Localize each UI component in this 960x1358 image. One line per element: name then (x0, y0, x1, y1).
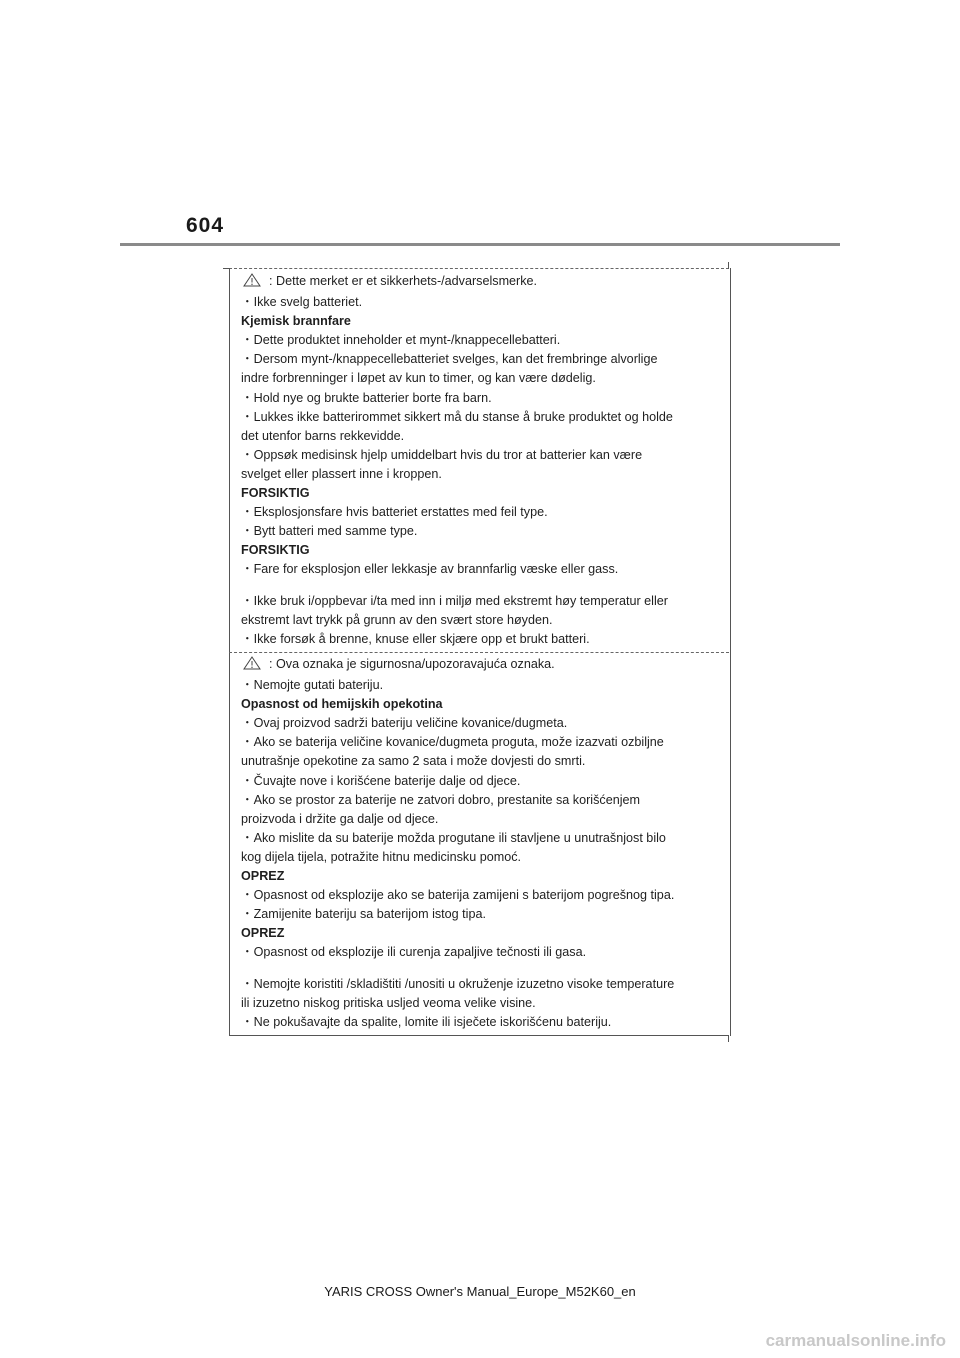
label-text-line: ・Eksplosjonsfare hvis batteriet erstattes med feil type. (241, 505, 548, 520)
label-text-line: ・Fare for eksplosjon eller lekkasje av brannfarlig væske eller gass. (241, 562, 619, 577)
label-text-line: ・Bytt batteri med samme type. (241, 524, 418, 539)
page-number: 604 (186, 214, 225, 237)
section-heading: OPREZ (241, 926, 285, 941)
label-text-line: ・Ikke bruk i/oppbevar i/ta med inn i miljø med ekstremt høy temperatur eller (241, 593, 668, 608)
label-text-line: ・Ako se prostor za baterije ne zatvori dobro, prestanite sa korišćenjem (241, 792, 640, 807)
label-text-line: ・Opasnost od eksplozije ili curenja zapaljive tečnosti ili gasa. (241, 945, 587, 960)
label-text-line: ・Oppsøk medisinsk hjelp umiddelbart hvis du tror at batterier kan være (241, 447, 643, 462)
label-text-line: ・Nemojte koristiti /skladištiti /unositi u okruženje izuzetno visoke temperature (241, 976, 675, 991)
label-text-line: det utenfor barns rekkevidde. (241, 428, 405, 443)
label-lines (241, 293, 721, 649)
label-text-line: ekstremt lavt trykk på grunn av den svært store høyden. (241, 612, 553, 627)
warning-mark-line (241, 272, 721, 293)
crop-mark (223, 268, 230, 269)
label-text-line: ・Dersom mynt-/knappecellebatteriet svelges, kan det frembringe alvorlige (241, 352, 658, 367)
section-heading: Kjemisk brannfare (241, 314, 351, 329)
label-text-line: ・Zamijenite bateriju sa baterijom istog tipa. (241, 907, 486, 922)
label-text-line: ・Ikke forsøk å brenne, knuse eller skjære opp et brukt batteri. (241, 631, 590, 646)
label-text-line: ・Dette produktet inneholder et mynt-/knappecellebatteri. (241, 333, 561, 348)
paragraph-gap (241, 580, 721, 592)
label-section-bosnian (241, 655, 721, 1032)
label-divider (229, 652, 729, 653)
crop-mark (728, 1035, 729, 1042)
warning-mark-text: : Dette merket er et sikkerhets-/advarselsmerke. (269, 274, 538, 288)
label-text-line: proizvoda i držite ga dalje od djece. (241, 811, 439, 826)
label-text-line: ・Ne pokušavajte da spalite, lomite ili isječete iskorišćenu bateriju. (241, 1014, 612, 1029)
header-rule (120, 243, 840, 246)
site-watermark: carmanualsonline.info (765, 1331, 946, 1350)
section-heading: Opasnost od hemijskih opekotina (241, 697, 443, 712)
warning-triangle-icon (243, 656, 261, 676)
label-text-line: svelget eller plassert inne i kroppen. (241, 466, 442, 481)
label-text-line: indre forbrenninger i løpet av kun to timer, og kan være dødelig. (241, 371, 596, 386)
label-text-line: ・Ikke svelg batteriet. (241, 295, 363, 310)
label-text-line: ・Čuvajte nove i korišćene baterije dalje od djece. (241, 773, 521, 788)
label-text-line: kog dijela tijela, potražite hitnu medicinsku pomoć. (241, 849, 522, 864)
warning-mark-line (241, 655, 721, 676)
page-footer: YARIS CROSS Owner's Manual_Europe_M52K60_en (324, 1284, 636, 1299)
label-lines (241, 676, 721, 1032)
label-text-line: ・Ovaj proizvod sadrži bateriju veličine kovanice/dugmeta. (241, 716, 568, 731)
warning-mark-text: : Ova oznaka je sigurnosna/upozoravajuća oznaka. (269, 657, 555, 671)
label-top-edge (229, 268, 729, 269)
label-text-line: ・Nemojte gutati bateriju. (241, 678, 384, 693)
section-heading: FORSIKTIG (241, 543, 310, 558)
label-text-line: ・Lukkes ikke batterirommet sikkert må du stanse å bruke produktet og holde (241, 409, 673, 424)
label-text-line: ・Ako mislite da su baterije možda progutane ili stavljene u unutrašnjost bilo (241, 830, 666, 845)
label-bottom-edge (229, 1035, 729, 1036)
label-section-norwegian (241, 272, 721, 649)
label-text-line: ・Hold nye og brukte batterier borte fra barn. (241, 390, 492, 405)
section-heading: FORSIKTIG (241, 486, 310, 501)
label-text-line: ili izuzetno niskog pritiska usljed veoma velike visine. (241, 995, 536, 1010)
crop-mark (728, 262, 729, 269)
label-text-line: ・Ako se baterija veličine kovanice/dugmeta proguta, može izazvati ozbiljne (241, 735, 664, 750)
label-text-line: unutrašnje opekotine za samo 2 sata i može dovjesti do smrti. (241, 754, 586, 769)
label-text-line: ・Opasnost od eksplozije ako se baterija zamijeni s baterijom pogrešnog tipa. (241, 888, 675, 903)
warning-triangle-icon (243, 273, 261, 293)
paragraph-gap (241, 963, 721, 975)
section-heading: OPREZ (241, 869, 285, 884)
